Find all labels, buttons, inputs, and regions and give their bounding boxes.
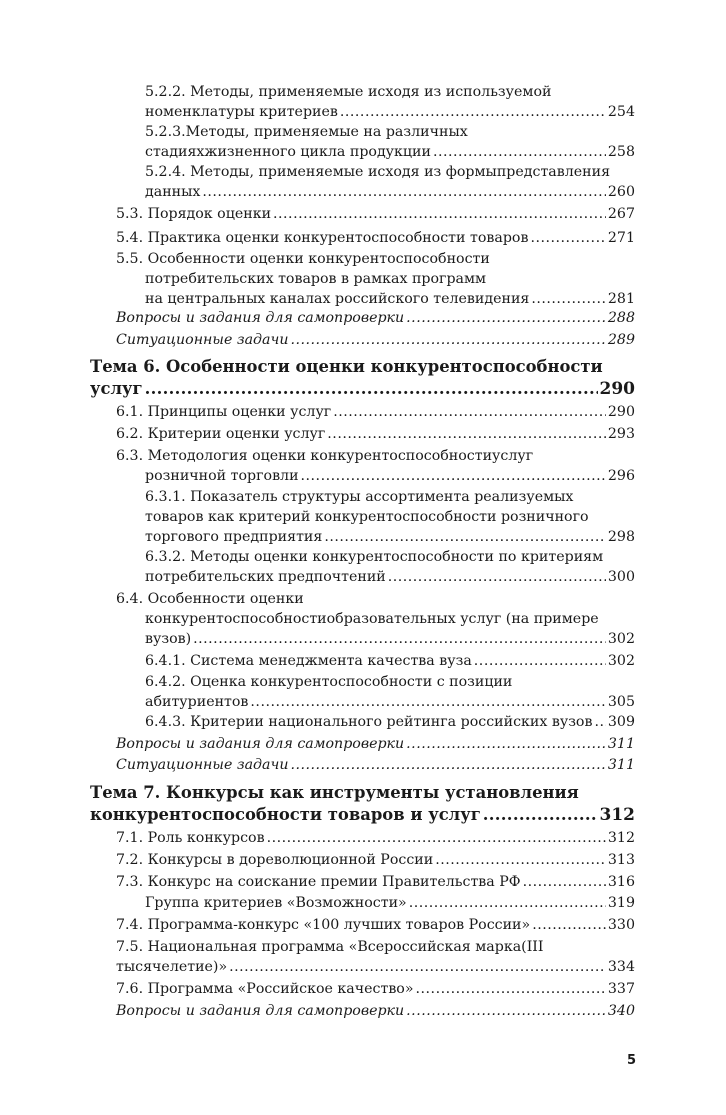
toc-line [145, 651, 635, 671]
toc-page-number: 312 [599, 805, 635, 825]
dot-leader [290, 755, 605, 775]
dot-leader [530, 228, 605, 248]
toc-entry-title: 6.4.3. Критерии национального рейтинга российских вузов [145, 714, 593, 730]
toc-line [145, 289, 635, 309]
toc-line [116, 872, 635, 892]
toc-entry-title: 6.4.2. Оценка конкурентоспособности с позиции [145, 674, 513, 690]
toc-page-number: 313 [607, 852, 635, 868]
dot-leader [250, 692, 605, 712]
toc-page-number: 290 [607, 404, 635, 420]
dot-leader [483, 804, 598, 826]
dot-leader [202, 182, 606, 202]
toc-page-number: 302 [607, 653, 635, 669]
toc-page-number: 330 [607, 917, 635, 933]
toc-entry-title: потребительских товаров в рамках программ [145, 271, 487, 287]
toc-entry-title: 6.4.1. Система менеджмента качества вуза [145, 653, 472, 669]
toc-page-number: 267 [607, 206, 635, 222]
toc-line [145, 142, 635, 162]
toc-entry-title: 6.3.1. Показатель структуры ассортимента реализуемых [145, 489, 574, 505]
toc-page-number: 305 [607, 694, 635, 710]
toc-entry-title: 6.3.2. Методы оценки конкурентоспособности по критериям [145, 549, 604, 565]
toc-line [116, 755, 635, 775]
toc-line [116, 957, 635, 977]
toc-entry-title: товаров как критерий конкурентоспособности розничного [145, 509, 589, 525]
dot-leader [416, 979, 606, 999]
toc-line [116, 402, 635, 422]
dot-leader [273, 204, 606, 224]
toc-entry-title: абитуриентов [145, 694, 249, 710]
toc-entry-title: Вопросы и задания для самопроверки [116, 310, 405, 326]
dot-leader [388, 567, 606, 587]
toc-entry-title: 7.4. Программа-конкурс «100 лучших товаров России» [116, 917, 531, 933]
toc-line [145, 182, 635, 202]
toc-entry-title: услуг [90, 379, 143, 398]
toc-line [116, 308, 635, 328]
dot-leader [406, 308, 606, 328]
toc-entry-title: 5.2.2. Методы, применяемые исходя из используемой [145, 84, 552, 100]
toc-entry-title: номенклатуры критериев [145, 104, 338, 120]
toc-entry-title: конкурентоспособностиобразовательных услуг (на примере [145, 611, 599, 627]
dot-leader [324, 527, 606, 547]
toc-entry-title: 5.4. Практика оценки конкурентоспособности товаров [116, 230, 529, 246]
toc-entry-title: тысячелетие)» [116, 959, 228, 975]
toc-entry-title: 5.3. Порядок оценки [116, 206, 272, 222]
dot-leader [406, 1001, 606, 1021]
toc-entry-title: Вопросы и задания для самопроверки [116, 736, 405, 752]
toc-entry-title: 7.2. Конкурсы в дореволюционной России [116, 852, 434, 868]
toc-line [90, 378, 635, 400]
toc-page-number: 309 [607, 714, 635, 730]
toc-page-number: 296 [607, 468, 635, 484]
toc-page-number: 312 [607, 830, 635, 846]
toc-entry-title: вузов) [145, 631, 192, 647]
toc-entry-title: Вопросы и задания для самопроверки [116, 1003, 405, 1019]
toc-line [145, 629, 635, 649]
dot-leader [193, 629, 606, 649]
toc-line [145, 466, 635, 486]
toc-line [145, 527, 635, 547]
toc-page-number: 316 [607, 874, 635, 890]
toc-entry-title: Ситуационные задачи [116, 757, 289, 773]
toc-page-number: 319 [607, 895, 635, 911]
dot-leader [531, 289, 606, 309]
toc-line [116, 734, 635, 754]
toc-line [145, 567, 635, 587]
toc-entry-title: 5.2.3.Методы, применяемые на различных [145, 124, 468, 140]
toc-entry-title: 6.1. Принципы оценки услуг [116, 404, 332, 420]
toc-page-number: 302 [607, 631, 635, 647]
toc-entry-title: 7.1. Роль конкурсов [116, 830, 265, 846]
toc-line [116, 850, 635, 870]
toc-entry-title: Тема 7. Конкурсы как инструменты установления [90, 783, 579, 802]
toc-line [145, 102, 635, 122]
toc-entry-title: 6.2. Критерии оценки услуг [116, 426, 326, 442]
toc-entry-title: 5.5. Особенности оценки конкурентоспособности [116, 251, 490, 267]
toc-line [145, 893, 635, 913]
toc-page-number: 311 [607, 736, 635, 752]
toc-entry-title: Тема 6. Особенности оценки конкурентоспособности [90, 357, 603, 376]
toc-line [90, 804, 635, 826]
dot-leader [406, 734, 606, 754]
toc-entry-title: данных [145, 184, 201, 200]
toc-page-number: 300 [607, 569, 635, 585]
toc-line [145, 712, 635, 732]
toc-page-number: 298 [607, 529, 635, 545]
toc-entry-title: Группа критериев «Возможности» [145, 895, 407, 911]
toc-page-number: 290 [599, 379, 635, 399]
toc-entry-title: 6.3. Методология оценки конкурентоспособностиуслуг [116, 448, 534, 464]
toc-entry-title: Ситуационные задачи [116, 332, 289, 348]
toc-page-number: 254 [607, 104, 635, 120]
dot-leader [340, 102, 606, 122]
dot-leader [327, 424, 606, 444]
toc-page-number: 293 [607, 426, 635, 442]
dot-leader [267, 828, 606, 848]
toc-page-number: 289 [607, 332, 635, 348]
page-number: 5 [626, 1053, 636, 1068]
toc-line [116, 204, 635, 224]
toc-page-number: 337 [607, 981, 635, 997]
toc-page-number: 340 [607, 1003, 635, 1019]
toc-line [116, 1001, 635, 1021]
toc-page-number: 258 [607, 144, 635, 160]
dot-leader [145, 378, 598, 400]
toc-entry-title: торгового предприятия [145, 529, 323, 545]
dot-leader [409, 893, 606, 913]
dot-leader [290, 330, 605, 350]
toc-entry-title: 5.2.4. Методы, применяемые исходя из формыпредставления [145, 164, 611, 180]
toc-page-number: 334 [607, 959, 635, 975]
toc-line [116, 424, 635, 444]
toc-entry-title: 7.3. Конкурс на соискание премии Правительства РФ [116, 874, 521, 890]
dot-leader [532, 915, 606, 935]
toc-page-number: 281 [607, 291, 635, 307]
toc-entry-title: потребительских предпочтений [145, 569, 386, 585]
toc-entry-title: розничной торговли [145, 468, 299, 484]
dot-leader [333, 402, 606, 422]
toc-entry-title: 7.5. Национальная программа «Всероссийская марка(III [116, 939, 544, 955]
dot-leader [523, 872, 606, 892]
dot-leader [433, 142, 606, 162]
toc-line [116, 915, 635, 935]
toc-line [116, 228, 635, 248]
toc-entry-title: 7.6. Программа «Российское качество» [116, 981, 414, 997]
toc-entry-title: на центральных каналах российского телевидения [145, 291, 530, 307]
toc-page-number: 288 [607, 310, 635, 326]
toc-line [116, 330, 635, 350]
dot-leader [594, 712, 605, 732]
toc-page-number: 260 [607, 184, 635, 200]
dot-leader [301, 466, 606, 486]
toc-line [145, 692, 635, 712]
dot-leader [435, 850, 606, 870]
toc-entry-title: 6.4. Особенности оценки [116, 591, 304, 607]
toc-entry-title: стадияхжизненного цикла продукции [145, 144, 431, 160]
dot-leader [229, 957, 606, 977]
toc-line [116, 828, 635, 848]
toc-entry-title: конкурентоспособности товаров и услуг [90, 805, 481, 824]
dot-leader [474, 651, 606, 671]
toc-page-number: 271 [607, 230, 635, 246]
toc-page-number: 311 [607, 757, 635, 773]
toc-line [116, 979, 635, 999]
